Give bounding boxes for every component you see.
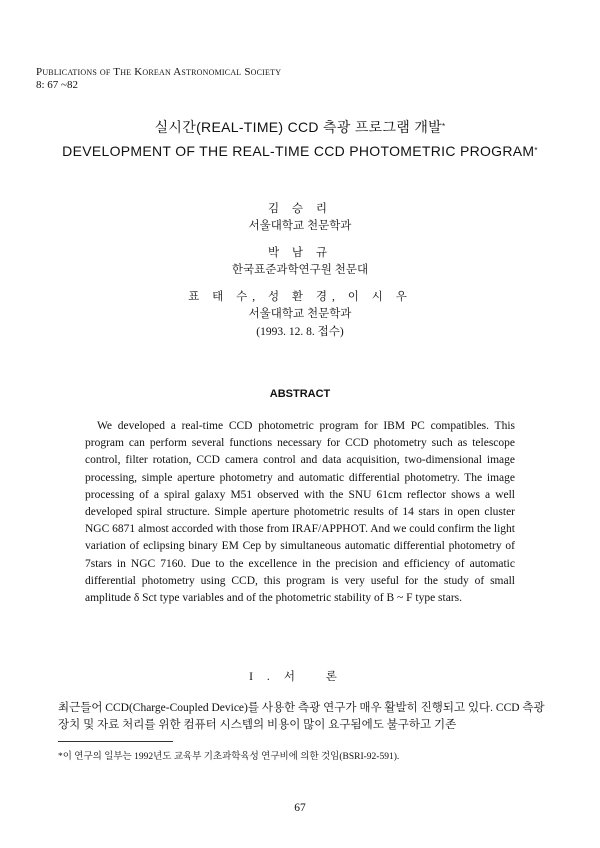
abstract-body: [85, 418, 515, 607]
author-names: 박 남 규: [267, 247, 333, 259]
title-korean-footnote-mark: *: [441, 122, 446, 131]
section-title: 서 론: [283, 671, 351, 683]
footnote: *이 연구의 일부는 1992년도 교육부 기초과학육성 연구비에 의한 것임(BSRI-92-591).: [58, 752, 400, 762]
author-affiliation: 서울대학교 천문학과: [248, 220, 352, 232]
title-block: [0, 118, 600, 160]
author-affiliation: 한국표준과학연구원 천문대: [231, 264, 369, 276]
introduction-body: [58, 700, 546, 734]
title-english: DEVELOPMENT OF THE REAL-TIME CCD PHOTOMETRIC PROGRAM*: [62, 143, 538, 159]
author-affiliation: 서울대학교 천문학과: [248, 308, 352, 320]
author-block: [0, 200, 600, 340]
title-korean: 실시간(REAL-TIME) CCD 측광 프로그램 개발*: [154, 119, 446, 135]
footnote-divider: [58, 741, 173, 742]
page-number: 67: [294, 802, 306, 814]
journal-header: [36, 66, 281, 92]
journal-pages: 8: 67 ~82: [36, 79, 79, 91]
abstract-text: We developed a real-time CCD photometric program for IBM PC compatibles. This program can perform several functions necessary for CCD photometry such as telescope control, filter rotation, CCD camera control and data acquisition, two-dimensional image processing, simple aperture photometry and automatic differential photometry. The image processing of a spiral galaxy M51 observed with the SNU 61cm reflector shows a well developed spiral structure. Simple aperture photometric results of 14 stars in open cluster NGC 6871 almost accorded with those from IRAF/APPHOT. And we could confirm the light variation of eclipsing binary EM Cep by simultaneous automatic differential photometry of 7stars in NGC 7160. Due to the excellence in the precision and efficiency of automatic differential photometry using CCD, this program is very useful for the study of small amplitude δ Sct type variables and of the photometric stability of B ~ F type stars.: [85, 420, 515, 605]
title-english-footnote-mark: *: [534, 146, 538, 155]
journal-name: Publications of The Korean Astronomical Society: [36, 66, 282, 78]
intro-paragraph: 최근들어 CCD(Charge-Coupled Device)를 사용한 측광 연구가 매우 활발히 진행되고 있다. CCD 측광장치 및 자료 처리를 위한 컴퓨터 시스템의 비용이 많이 요구됨에도 불구하고 기존: [58, 702, 545, 731]
section-number: I.: [249, 671, 284, 683]
received-date: (1993. 12. 8. 접수): [256, 326, 344, 338]
abstract-heading: ABSTRACT: [269, 388, 331, 400]
author-names: 표 태 수, 성 환 경, 이 시 우: [188, 291, 412, 303]
author-names: 김 승 리: [267, 203, 333, 215]
section-heading: [0, 668, 600, 684]
